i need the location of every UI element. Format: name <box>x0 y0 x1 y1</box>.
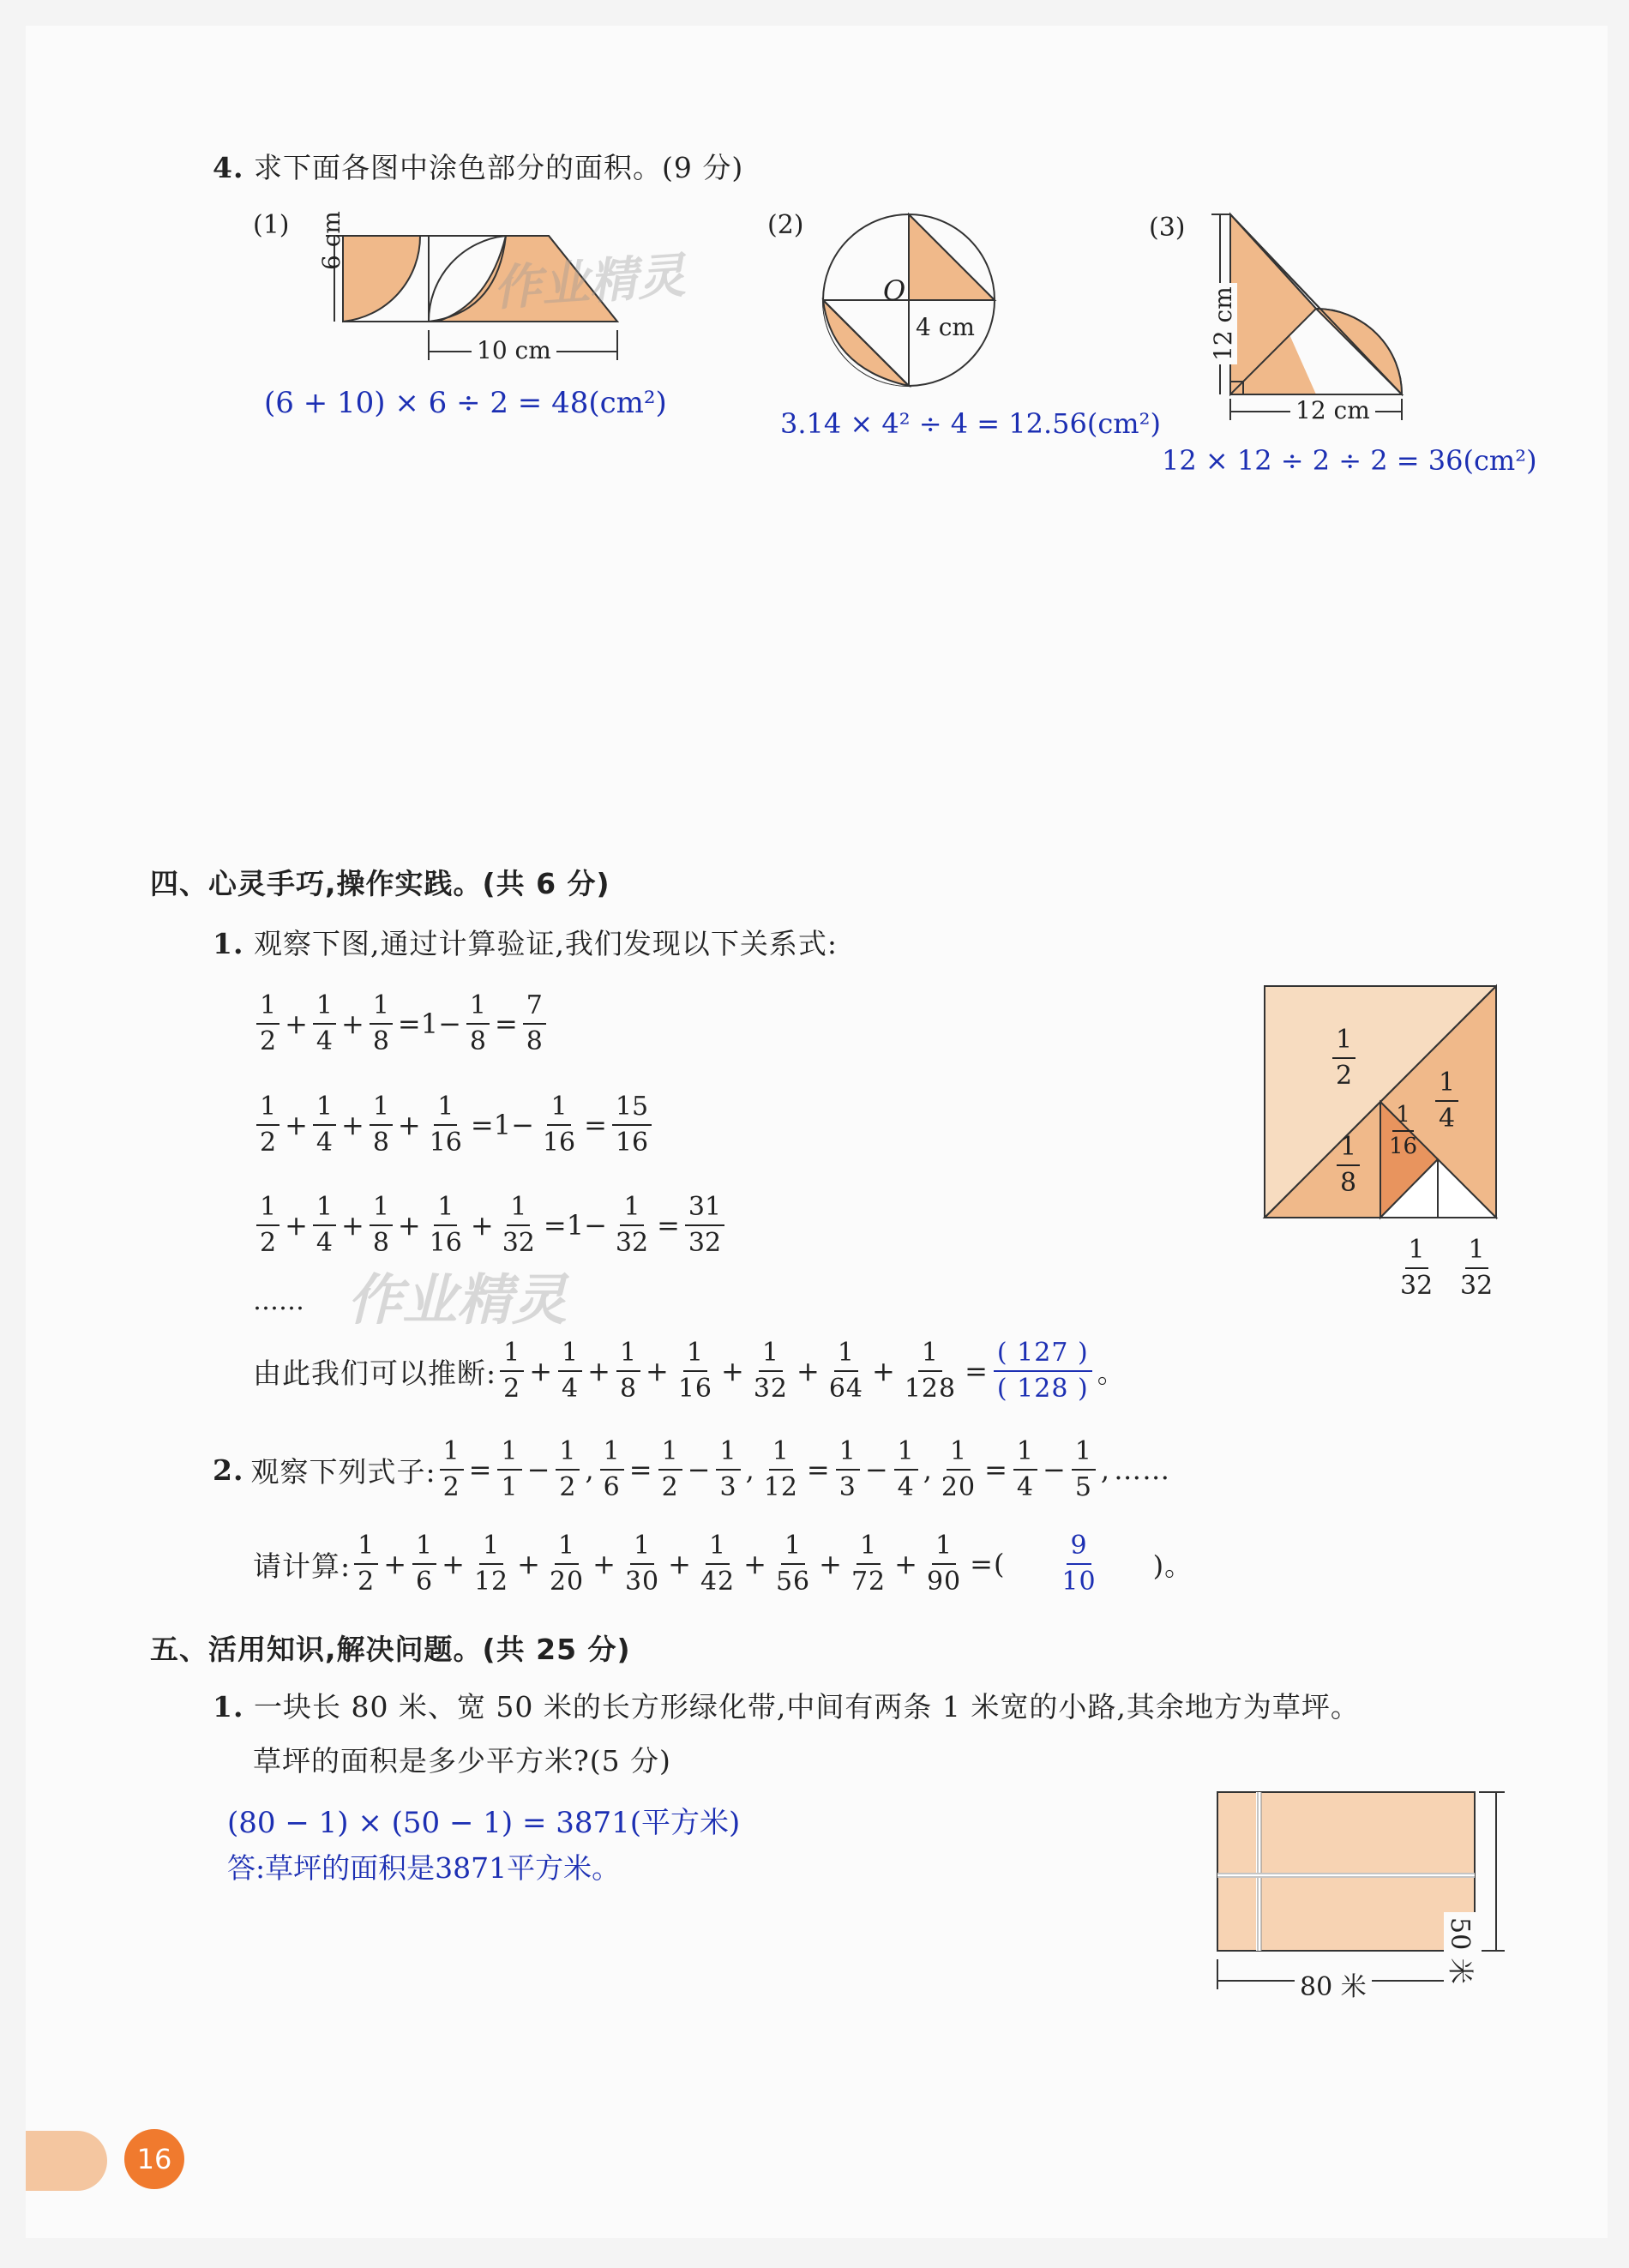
equation-ellipsis: …… <box>253 1286 304 1316</box>
s4-q1-prompt <box>213 922 838 962</box>
section5-title: 五、活用知识,解决问题。(共 25 分) <box>150 1633 631 1666</box>
lawn-length-label: 80 米 <box>1295 1965 1372 2003</box>
equation-1: $\frac{1}{2}$ + $\frac{1}{4}$ + $\frac{1}{8}$ =1− $\frac{1}{8}$ = $\frac{7}{8}$ <box>253 990 550 1057</box>
square-label-eighth: $\frac{1}{8}$ <box>1333 1132 1363 1199</box>
s4-q2-prompt: 2. 观察下列式子: $\frac{1}{2}$ = $\frac{1}{1}$ − $\frac{1}{2}$ , $\frac{1}{6}$ = $\frac{1}{2}$ − $\frac{1}{3}$ , $\frac{1}{12}$ = $\frac{1}{3}$ − $\frac{1}{4}$ , $\frac{1}{20}$ = $\frac{1}{4}$ − $\frac{1}{5}$ , …… <box>213 1436 1171 1502</box>
fig2-label: (2) <box>767 210 804 240</box>
watermark-logo-2: 作业精灵 <box>347 1269 567 1333</box>
square-label-sixteenth: $\frac{1}{16}$ <box>1389 1102 1418 1160</box>
equation-3: $\frac{1}{2}$ + $\frac{1}{4}$ + $\frac{1}{8}$ + $\frac{1}{16}$ + $\frac{1}{32}$ =1− $\frac{1}{32}$ = $\frac{31}{32}$ <box>253 1192 728 1259</box>
s5-q1-text-line1: 一块长 80 米、宽 50 米的长方形绿化带,中间有两条 1 米宽的小路,其余地方为草坪。 <box>253 1690 1360 1724</box>
fig3-width-label: 12 cm <box>1290 396 1375 424</box>
calc-answer: $\frac{9}{10}$ <box>1061 1531 1097 1597</box>
inference-prefix: 由此我们可以推断: <box>253 1356 497 1390</box>
fig2-center-label: O <box>883 274 906 307</box>
s4-q2-calc: 请计算: $\frac{1}{2}$ + $\frac{1}{6}$ + $\frac{1}{12}$ + $\frac{1}{20}$ + $\frac{1}{30}$ + $\frac{1}{42}$ + $\frac{1}{56}$ + $\frac{1}{72}$ + $\frac{1}{90}$ =( $\frac{9}{10}$ )。 <box>253 1531 1193 1597</box>
page-number: 16 <box>124 2129 184 2189</box>
fig1-label: (1) <box>253 210 290 240</box>
s4-q2-number: 2. <box>213 1453 244 1487</box>
s4-q1-number: 1. <box>213 927 244 960</box>
fig1-answer: (6 + 10) × 6 ÷ 2 = 48(cm²) <box>264 386 667 420</box>
q4-title <box>213 146 743 186</box>
section4-title: 四、心灵手巧,操作实践。(共 6 分) <box>150 867 610 900</box>
s5-q1-line1 <box>213 1685 1360 1725</box>
page-tab <box>26 2131 107 2191</box>
fig3-label: (3) <box>1149 213 1186 243</box>
q4-number: 4. <box>213 151 244 184</box>
square-label-32-right: $\frac{1}{32}$ <box>1460 1235 1494 1301</box>
square-label-half: $\frac{1}{2}$ <box>1329 1025 1359 1092</box>
fig2-radius-label: 4 cm <box>916 313 975 341</box>
fig3-height-label: 12 cm <box>1209 283 1237 364</box>
s4-q1-text: 观察下图,通过计算验证,我们发现以下关系式: <box>253 927 839 960</box>
square-label-32-left: $\frac{1}{32}$ <box>1400 1235 1434 1301</box>
fig3-answer: 12 × 12 ÷ 2 ÷ 2 = 36(cm²) <box>1162 444 1537 477</box>
inference-answer: $\frac{( 127 )}{( 128 )}$ <box>994 1338 1092 1405</box>
calc-prefix: 请计算: <box>253 1549 352 1583</box>
fig2-answer: 3.14 × 4² ÷ 4 = 12.56(cm²) <box>780 407 1161 440</box>
fig1-height-label: 6 cm <box>317 211 346 270</box>
fig1-width-label: 10 cm <box>472 336 556 364</box>
s5-q1-answer-line1: (80 − 1) × (50 − 1) = 3871(平方米) <box>227 1806 741 1840</box>
q4-title-text: 求下面各图中涂色部分的面积。(9 分) <box>253 151 744 184</box>
s4-q2-text: 观察下列式子: <box>250 1454 436 1489</box>
s5-q1-answer-line2: 答:草坪的面积是3871平方米。 <box>227 1851 621 1885</box>
fig2-diagram <box>814 206 1003 394</box>
watermark-logo-1: 作业精灵 <box>491 248 688 317</box>
inference-line: 由此我们可以推断: $\frac{1}{2}$ + $\frac{1}{4}$ + $\frac{1}{8}$ + $\frac{1}{16}$ + $\frac{1}{32}$ + $\frac{1}{64}$ + $\frac{1}{128}$ = $\frac{( 127 )}{( 128 )}$ 。 <box>253 1338 1126 1404</box>
s4-q2-trailing: …… <box>1114 1453 1171 1486</box>
lawn-width-label: 50 米 <box>1444 1912 1482 1989</box>
equation-2: $\frac{1}{2}$ + $\frac{1}{4}$ + $\frac{1}{8}$ + $\frac{1}{16}$ =1− $\frac{1}{16}$ = $\frac{15}{16}$ <box>253 1092 655 1158</box>
s5-q1-line2: 草坪的面积是多少平方米?(5 分) <box>253 1744 671 1778</box>
square-label-quarter: $\frac{1}{4}$ <box>1432 1068 1462 1134</box>
s5-q1-number: 1. <box>213 1690 244 1724</box>
worksheet-page <box>26 26 1608 2238</box>
